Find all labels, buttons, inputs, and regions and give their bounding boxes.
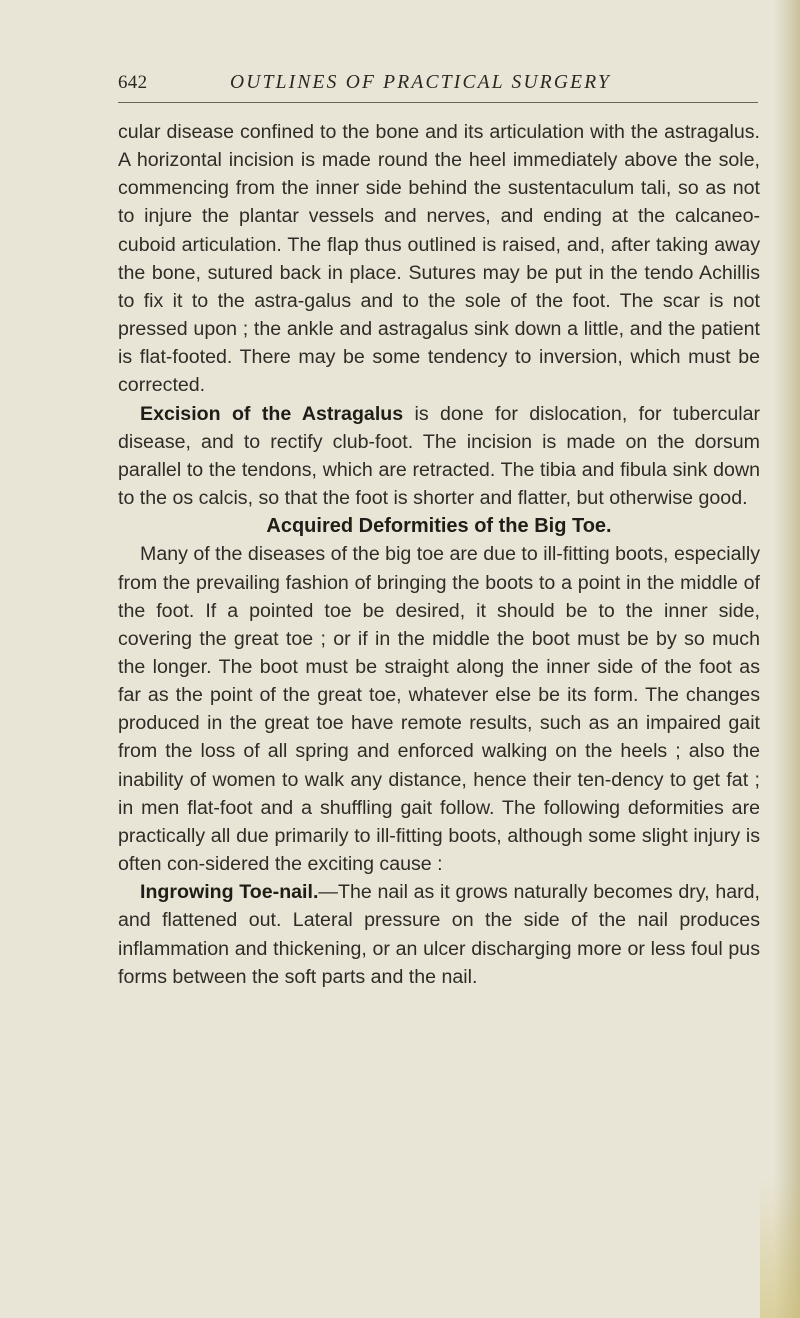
paragraph-big-toe: Many of the diseases of the big toe are due to ill-fitting boots, especially from the prevailing fashion of bringing the boots to a point in the middle of the foot. If a pointed toe be desired, it should be to the inner side, covering the great toe ; or if in the middle the boot must be by so much the longer. The boot must be straight along the inner side of the foot as far as the point of the great toe, whatever else be its form. The changes produced in the great toe have remote results, such as an impaired gait from the loss of all spring and enforced walking on the heels ; also the inability of women to walk any distance, hence their ten-dency to get fat ; in men flat-foot and a shuffling gait follow. The following deformities are practically all due primarily to ill-fitting boots, although some slight injury is often con-sidered the exciting cause : xyxy=(118,543,760,876)
body-text xyxy=(118,118,760,991)
paragraph-text: —The nail as it grows naturally becomes dry, hard, and flattened out. Lateral pressure on the side of the nail produces inflammation and thickening, or an ulcer discharging more or less foul pus forms between the soft parts and the nail. xyxy=(118,881,760,988)
run-in-heading: Excision of the Astragalus xyxy=(140,402,404,425)
header-rule xyxy=(118,102,758,103)
page-edge-stain xyxy=(760,1178,800,1318)
paragraph-continued: cular disease confined to the bone and its articulation with the astragalus. A horizontal incision is made round the heel immediately above the sole, commencing from the inner side behind the sustentaculum tali, so as not to injure the plantar vessels and nerves, and ending at the calcaneo-cuboid articulation. The flap thus outlined is raised, and, after taking away the bone, sutured back in place. Sutures may be put in the tendo Achillis to fix it to the astra-galus and to the sole of the foot. The scar is not pressed upon ; the ankle and astragalus sink down a little, and the patient is flat-footed. There may be some tendency to inversion, which must be corrected. xyxy=(118,121,760,397)
paragraph-excision-astragalus xyxy=(118,400,760,513)
running-title: OUTLINES OF PRACTICAL SURGERY xyxy=(230,72,612,93)
page-edge-shadow xyxy=(774,0,800,1318)
section-heading: Acquired Deformities of the Big Toe. xyxy=(266,515,612,538)
run-in-heading: Ingrowing Toe-nail. xyxy=(140,881,319,904)
paragraph-text: is done for dislocation, for tubercular disease, and to rectify club-foot. The incision is made on the dorsum parallel to the tendons, which are retracted. The tibia and fibula sink down to the os calcis, so that the foot is shorter and flatter, but otherwise good. xyxy=(118,402,761,510)
page-number: 642 xyxy=(118,72,148,93)
running-header xyxy=(118,72,760,100)
paragraph-ingrowing-toe-nail xyxy=(118,878,760,991)
